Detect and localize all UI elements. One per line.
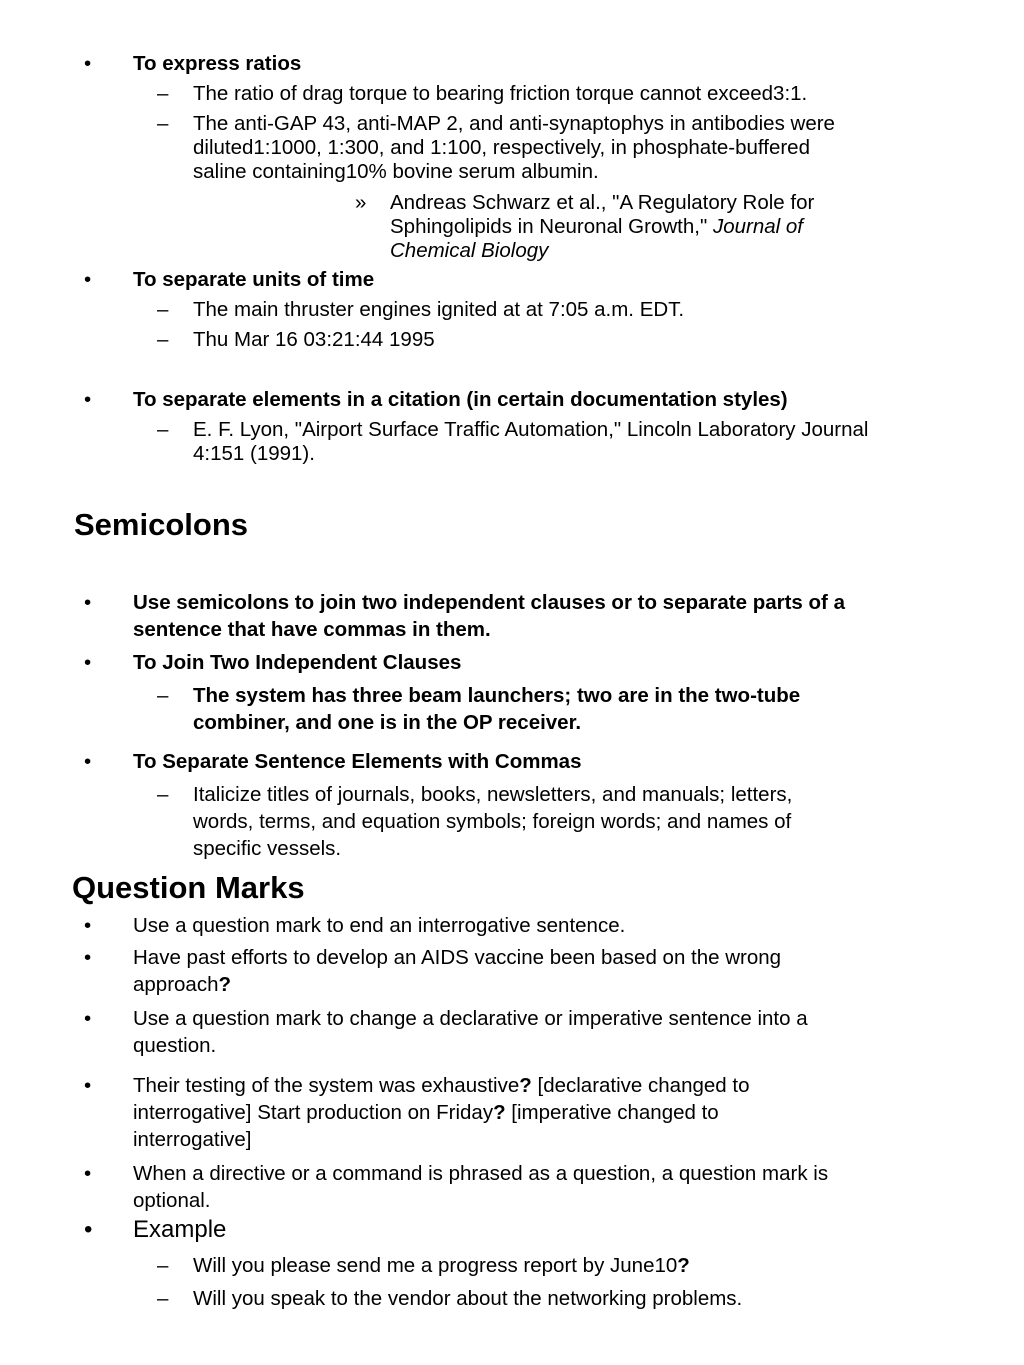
bullet-marker: • — [84, 388, 92, 411]
qm-item-5-line-2: optional. — [133, 1189, 211, 1212]
bullet-marker: • — [84, 914, 92, 937]
question-mark: ? — [218, 973, 232, 996]
ratios-example-2-line-3: saline containing10% bovine serum albumin. — [193, 160, 599, 183]
ratios-heading: To express ratios — [133, 52, 302, 75]
journal-title-continued: Chemical Biology — [390, 239, 549, 262]
semicolons-intro-line-2: sentence that have commas in them. — [133, 618, 491, 641]
bullet-marker: • — [84, 1162, 92, 1185]
bullet-marker: • — [84, 651, 92, 674]
bullet-marker: • — [84, 946, 92, 969]
dash-marker: – — [157, 684, 169, 707]
ratios-example-2-line-2: diluted1:1000, 1:300, and 1:100, respectively, in phosphate-buffered — [193, 136, 810, 159]
time-example-2: Thu Mar 16 03:21:44 1995 — [193, 328, 435, 351]
dash-marker: – — [157, 783, 169, 806]
dash-marker: – — [157, 112, 169, 135]
qm-item-2-line-2: approach? — [133, 973, 232, 996]
citation-example-line-1: E. F. Lyon, "Airport Surface Traffic Automation," Lincoln Laboratory Journal — [193, 418, 869, 441]
separate-example-line-2: words, terms, and equation symbols; foreign words; and names of — [193, 810, 792, 833]
question-marks-title: Question Marks — [72, 870, 305, 905]
question-mark: ? — [519, 1074, 532, 1097]
dash-marker: – — [157, 298, 169, 321]
bullet-marker: • — [84, 1074, 92, 1097]
dash-marker: – — [157, 1254, 169, 1277]
dash-marker: – — [157, 1287, 169, 1310]
bullet-marker: • — [84, 268, 92, 291]
qm-item-3-line-1: Use a question mark to change a declarative or imperative sentence into a — [133, 1007, 808, 1030]
time-example-1: The main thruster engines ignited at at 7:05 a.m. EDT. — [193, 298, 685, 321]
raquo-marker: » — [355, 191, 367, 214]
bullet-marker: • — [84, 1216, 93, 1243]
semicolons-intro-line-1: Use semicolons to join two independent clauses or to separate parts of a — [133, 591, 845, 614]
separate-heading: To Separate Sentence Elements with Commas — [133, 750, 582, 773]
question-mark: ? — [677, 1254, 690, 1277]
dash-marker: – — [157, 82, 169, 105]
citation-heading: To separate elements in a citation (in certain documentation styles) — [133, 388, 788, 411]
journal-title: Journal of — [712, 215, 803, 238]
join-example-line-1: The system has three beam launchers; two are in the two-tube — [193, 684, 801, 707]
qm-item-2-line-1: Have past efforts to develop an AIDS vaccine been based on the wrong — [133, 946, 782, 969]
citation-line-2: Sphingolipids in Neuronal Growth," Journal of — [390, 215, 803, 238]
dash-marker: – — [157, 328, 169, 351]
citation-line-3 — [390, 239, 548, 263]
bullet-marker: • — [84, 750, 92, 773]
dash-marker: – — [157, 418, 169, 441]
ratios-example-2-line-1: The anti-GAP 43, anti-MAP 2, and anti-synaptophys in antibodies were — [193, 112, 835, 135]
qm-example-2: Will you speak to the vendor about the networking problems. — [193, 1287, 743, 1310]
citation-example-line-2: 4:151 (1991). — [193, 442, 315, 465]
ratios-example-1: The ratio of drag torque to bearing friction torque cannot exceed3:1. — [193, 82, 808, 105]
qm-example-1: Will you please send me a progress report by June10? — [193, 1254, 690, 1277]
question-mark: ? — [493, 1101, 506, 1124]
bullet-marker: • — [84, 52, 92, 75]
separate-example-line-3: specific vessels. — [193, 837, 342, 860]
example-heading: Example — [133, 1216, 227, 1243]
qm-item-4-line-3: interrogative] — [133, 1128, 252, 1151]
qm-item-5-line-1: When a directive or a command is phrased as a question, a question mark is — [133, 1162, 829, 1185]
join-heading: To Join Two Independent Clauses — [133, 651, 462, 674]
join-example-line-2: combiner, and one is in the OP receiver. — [193, 711, 582, 734]
qm-item-1: Use a question mark to end an interrogative sentence. — [133, 914, 626, 937]
time-heading: To separate units of time — [133, 268, 375, 291]
qm-item-4-line-1: Their testing of the system was exhaustive? [declarative changed to — [133, 1074, 750, 1097]
citation-line-1: Andreas Schwarz et al., "A Regulatory Role for — [390, 191, 815, 214]
bullet-marker: • — [84, 1007, 92, 1030]
qm-item-3-line-2: question. — [133, 1034, 217, 1057]
semicolons-title: Semicolons — [74, 507, 248, 542]
qm-item-4-line-2: interrogative] Start production on Friday? [imperative changed to — [133, 1101, 719, 1124]
separate-example-line-1: Italicize titles of journals, books, newsletters, and manuals; letters, — [193, 783, 793, 806]
bullet-marker: • — [84, 591, 92, 614]
